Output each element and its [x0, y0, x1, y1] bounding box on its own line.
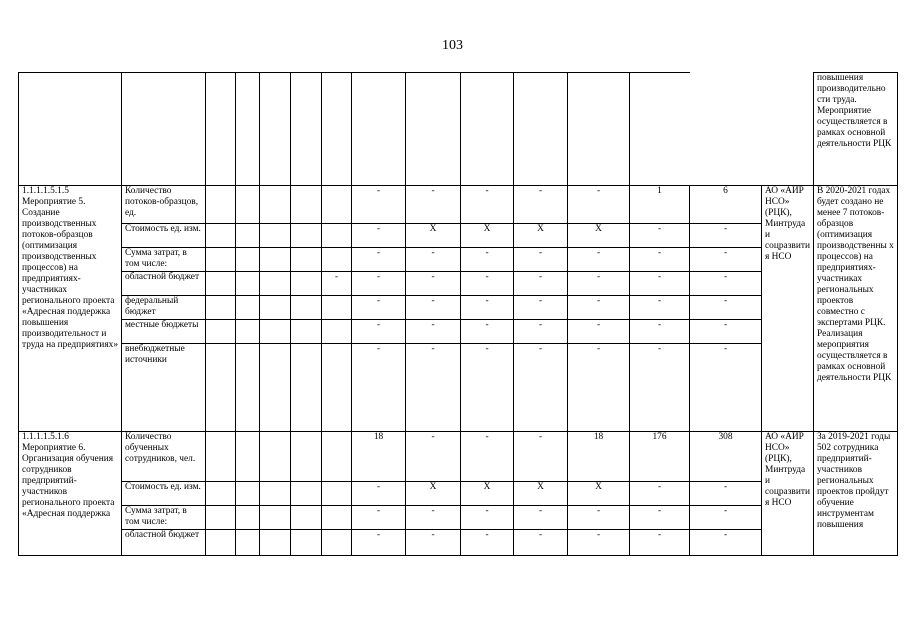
value-cell: -	[461, 432, 514, 482]
value-cell: -	[690, 224, 762, 248]
indicator-label: Сумма затрат, в том числе:	[122, 248, 206, 272]
empty-cell	[260, 248, 291, 272]
value-cell: -	[690, 506, 762, 530]
indicator-label: местные бюджеты	[122, 320, 206, 344]
value-cell: X	[568, 224, 630, 248]
empty-cell	[291, 248, 322, 272]
value-cell: -	[630, 248, 690, 272]
value-cell	[322, 506, 352, 530]
empty-cell	[322, 73, 352, 186]
value-cell: -	[406, 186, 461, 224]
value-cell: -	[514, 432, 568, 482]
empty-cell	[206, 344, 236, 432]
value-cell: -	[568, 344, 630, 432]
empty-cell	[630, 73, 690, 186]
value-cell: 308	[690, 432, 762, 482]
value-cell: -	[352, 320, 406, 344]
empty-cell	[236, 344, 260, 432]
empty-cell	[260, 506, 291, 530]
value-cell: 6	[690, 186, 762, 224]
value-cell: -	[352, 530, 406, 556]
value-cell: -	[406, 320, 461, 344]
value-cell: -	[690, 530, 762, 556]
value-cell	[322, 432, 352, 482]
value-cell: -	[406, 272, 461, 296]
empty-cell	[236, 73, 260, 186]
value-cell: -	[568, 506, 630, 530]
empty-cell	[206, 73, 236, 186]
value-cell: -	[690, 248, 762, 272]
indicator-label: внебюджетные источники	[122, 344, 206, 432]
value-cell: -	[461, 296, 514, 320]
value-cell: -	[630, 344, 690, 432]
empty-cell	[291, 432, 322, 482]
empty-cell	[291, 186, 322, 224]
empty-cell	[260, 432, 291, 482]
value-cell: -	[514, 320, 568, 344]
value-cell	[322, 482, 352, 506]
empty-cell	[260, 186, 291, 224]
empty-cell	[406, 73, 461, 186]
empty-cell	[291, 344, 322, 432]
event-note: В 2020-2021 годах будет создано не менее 7 потоков-образцов (оптимизация производственны х процессов) на предприятиях-участниках региональных проектов совместно с экспертами РЦК. Реализация мероприятия осуществляется в рамках основной деятельности РЦК	[813, 186, 897, 432]
value-cell: -	[514, 296, 568, 320]
value-cell: -	[461, 186, 514, 224]
table-row	[19, 432, 898, 482]
empty-cell	[291, 272, 322, 296]
empty-cell	[291, 73, 322, 186]
empty-cell	[206, 506, 236, 530]
value-cell: X	[406, 224, 461, 248]
empty-cell	[291, 320, 322, 344]
value-cell: -	[514, 530, 568, 556]
empty-cell	[291, 296, 322, 320]
empty-cell	[260, 296, 291, 320]
empty-cell	[514, 73, 568, 186]
value-cell: -	[630, 224, 690, 248]
value-cell: -	[514, 344, 568, 432]
value-cell: -	[461, 530, 514, 556]
value-cell: -	[406, 530, 461, 556]
value-cell: X	[514, 482, 568, 506]
value-cell: -	[406, 506, 461, 530]
value-cell	[322, 530, 352, 556]
budget-table	[18, 72, 898, 556]
page-number: 103	[442, 38, 463, 53]
value-cell: -	[461, 320, 514, 344]
value-cell	[322, 344, 352, 432]
empty-cell	[690, 73, 747, 186]
value-cell: -	[406, 432, 461, 482]
empty-cell	[236, 224, 260, 248]
empty-cell	[236, 506, 260, 530]
empty-cell	[762, 73, 814, 186]
value-cell: -	[690, 272, 762, 296]
empty-cell	[461, 73, 514, 186]
value-cell: -	[352, 296, 406, 320]
value-cell	[322, 320, 352, 344]
value-cell: 176	[630, 432, 690, 482]
empty-cell	[291, 224, 322, 248]
value-cell: -	[690, 482, 762, 506]
value-cell: -	[630, 272, 690, 296]
empty-cell	[206, 186, 236, 224]
value-cell: -	[352, 344, 406, 432]
table-row	[19, 186, 898, 224]
value-cell: -	[568, 320, 630, 344]
empty-cell	[236, 272, 260, 296]
value-cell: -	[352, 224, 406, 248]
empty-cell	[291, 482, 322, 506]
value-cell: -	[568, 272, 630, 296]
empty-cell	[236, 432, 260, 482]
value-cell	[322, 248, 352, 272]
value-cell	[322, 186, 352, 224]
empty-cell	[122, 73, 206, 186]
value-cell: -	[352, 482, 406, 506]
value-cell: -	[461, 248, 514, 272]
empty-cell	[206, 482, 236, 506]
event-title: 1.1.1.1.5.1.5 Мероприятие 5. Создание производственных потоков-образцов (оптимизация производственных процессов) на предприятиях-участниках регионального проекта «Адресная поддержка повышения производительност и труда на предприятиях»	[19, 186, 122, 432]
value-cell: -	[568, 296, 630, 320]
empty-cell	[291, 506, 322, 530]
value-cell: 18	[568, 432, 630, 482]
empty-cell	[206, 224, 236, 248]
table-row	[19, 73, 898, 186]
empty-cell	[260, 224, 291, 248]
value-cell: 18	[352, 432, 406, 482]
value-cell: X	[406, 482, 461, 506]
value-cell: -	[461, 506, 514, 530]
indicator-label: Количество потоков-образцов, ед.	[122, 186, 206, 224]
value-cell: -	[690, 344, 762, 432]
empty-cell	[568, 73, 630, 186]
value-cell: -	[690, 320, 762, 344]
event-note: За 2019-2021 годы 502 сотрудника предприятий-участников региональных проектов пройдут обучение инструментам повышения	[813, 432, 897, 556]
indicator-label: федеральный бюджет	[122, 296, 206, 320]
value-cell: -	[461, 344, 514, 432]
value-cell: -	[630, 320, 690, 344]
event-title: 1.1.1.1.5.1.6 Мероприятие 6. Организация обучения сотрудников предприятий-участников регионального проекта «Адресная поддержка	[19, 432, 122, 556]
indicator-label: областной бюджет	[122, 530, 206, 556]
executor: АО «АИР НСО» (РЦК), Минтруда и соцразвити я НСО	[762, 432, 814, 556]
value-cell: X	[461, 482, 514, 506]
empty-cell	[236, 186, 260, 224]
value-cell: -	[514, 186, 568, 224]
indicator-label: Количество обученных сотрудников, чел.	[122, 432, 206, 482]
value-cell: -	[406, 344, 461, 432]
value-cell: -	[568, 530, 630, 556]
value-cell: -	[406, 296, 461, 320]
empty-cell	[206, 432, 236, 482]
empty-cell	[206, 248, 236, 272]
value-cell: -	[352, 272, 406, 296]
indicator-label: Стоимость ед. изм.	[122, 482, 206, 506]
empty-cell	[352, 73, 406, 186]
value-cell: -	[514, 272, 568, 296]
empty-cell	[236, 482, 260, 506]
value-cell: -	[352, 186, 406, 224]
value-cell: -	[690, 296, 762, 320]
value-cell: X	[568, 482, 630, 506]
value-cell: 1	[630, 186, 690, 224]
value-cell: X	[514, 224, 568, 248]
value-cell: -	[568, 248, 630, 272]
empty-cell	[260, 530, 291, 556]
executor: АО «АИР НСО» (РЦК), Минтруда и соцразвити я НСО	[762, 186, 814, 432]
indicator-label: областной бюджет	[122, 272, 206, 296]
value-cell: -	[514, 506, 568, 530]
value-cell: -	[630, 296, 690, 320]
empty-cell	[206, 320, 236, 344]
value-cell: -	[352, 248, 406, 272]
value-cell	[322, 224, 352, 248]
value-cell: -	[630, 506, 690, 530]
empty-cell	[291, 530, 322, 556]
value-cell: -	[630, 530, 690, 556]
value-cell	[322, 296, 352, 320]
empty-cell	[236, 248, 260, 272]
empty-cell	[260, 344, 291, 432]
empty-cell	[206, 272, 236, 296]
value-cell: -	[352, 506, 406, 530]
row-note: повышения производительно сти труда. Мероприятие осуществляется в рамках основной деятельности РЦК	[813, 73, 897, 186]
empty-cell	[236, 296, 260, 320]
empty-cell	[260, 272, 291, 296]
empty-cell	[260, 73, 291, 186]
value-cell: -	[568, 186, 630, 224]
value-cell: -	[406, 248, 461, 272]
empty-cell	[206, 296, 236, 320]
empty-cell	[260, 320, 291, 344]
empty-cell	[206, 530, 236, 556]
empty-cell	[19, 73, 122, 186]
indicator-label: Сумма затрат, в том числе:	[122, 506, 206, 530]
empty-cell	[260, 482, 291, 506]
empty-cell	[747, 73, 762, 186]
empty-cell	[236, 530, 260, 556]
value-cell: -	[630, 482, 690, 506]
value-cell: -	[322, 272, 352, 296]
empty-cell	[236, 320, 260, 344]
indicator-label: Стоимость ед. изм.	[122, 224, 206, 248]
value-cell: -	[514, 248, 568, 272]
value-cell: X	[461, 224, 514, 248]
value-cell: -	[461, 272, 514, 296]
